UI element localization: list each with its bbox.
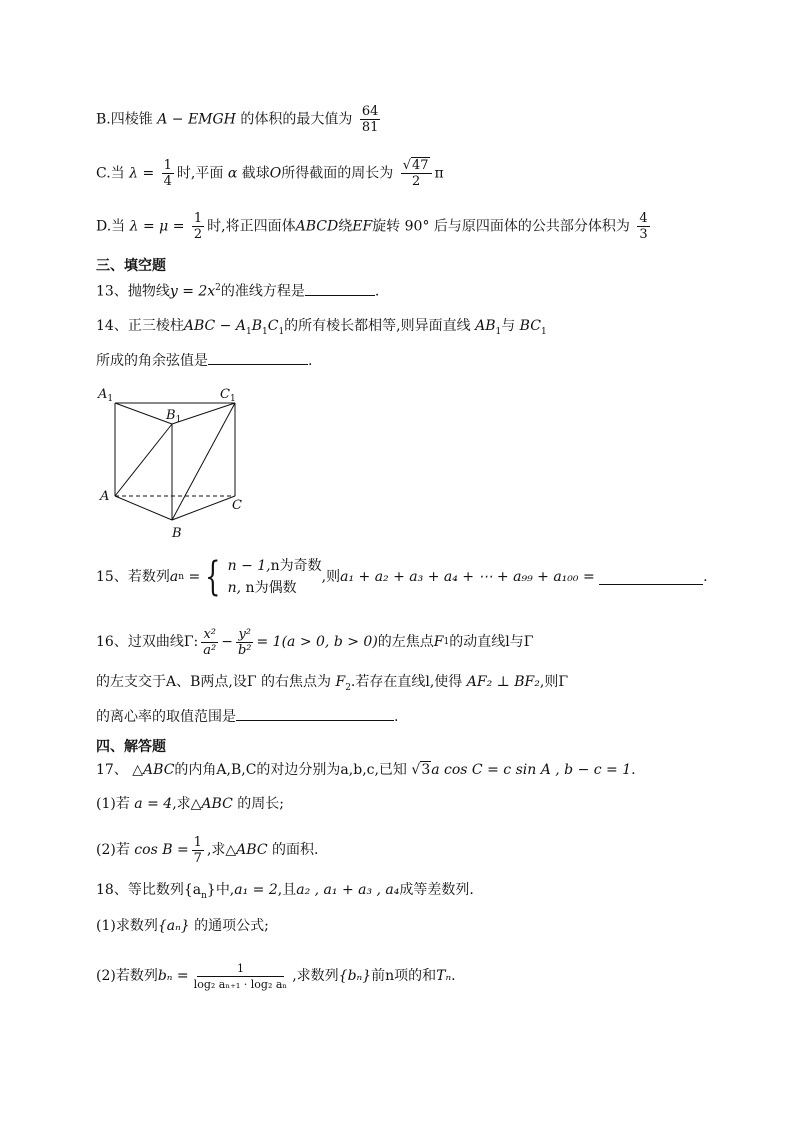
q16-answer-blank[interactable] <box>236 706 394 721</box>
q14-bc: BC <box>519 318 541 334</box>
q15-answer-blank[interactable] <box>599 570 703 585</box>
frac-num: √47 <box>401 158 432 174</box>
frac-den: 7 <box>193 850 202 866</box>
q16-mid2: 的动直线l与Γ <box>449 634 534 650</box>
q17-mid: 的内角A,B,C的对边分别为a,b,c,已知 <box>174 762 407 778</box>
label-b: B <box>172 526 182 541</box>
option-c-text1: 时,平面 <box>176 165 224 182</box>
edge-a1b1 <box>115 403 172 424</box>
q16-frac-y <box>236 627 254 658</box>
frac-num: 1 <box>197 961 284 977</box>
q16-mid: 的左焦点 <box>377 634 434 650</box>
q13-prefix: 13、抛物线 <box>96 283 170 300</box>
brace: { <box>205 554 221 600</box>
seq-open: {a <box>183 882 202 898</box>
label-a1: $A_1$ <box>98 387 114 404</box>
q18-p2-tail: 前n项的和 <box>371 968 437 984</box>
frac-den: b² <box>237 642 252 658</box>
degrees: 90° <box>404 218 430 235</box>
q14-answer-blank[interactable] <box>208 350 308 365</box>
question-16-line3 <box>96 706 398 727</box>
q18-bn: bₙ = <box>157 968 189 984</box>
label-c: C <box>232 498 242 513</box>
label-b1: $B_1$ <box>166 408 182 425</box>
frac-den: 81 <box>361 120 379 135</box>
q14-mid: 的所有棱长都相等,则异面直线 <box>284 318 471 334</box>
sub: 1 <box>495 326 502 337</box>
lambda-mu-eq: λ = μ = <box>129 218 185 235</box>
section-4-title: 四、解答题 <box>96 739 166 755</box>
frac-den: a² <box>203 642 217 658</box>
q16-perp: AF₂ ⊥ BF₂ <box>466 674 540 690</box>
q13-expr: y = 2x <box>169 283 216 300</box>
q16-prefix: 16、过双曲线Γ: <box>96 634 199 650</box>
q18-fraction <box>192 961 290 992</box>
option-b-text: 的体积的最大值为 <box>240 111 353 128</box>
q14-prefix: 14、正三棱柱 <box>96 318 184 334</box>
label-a: A <box>100 489 110 504</box>
q17-p2-tail: 的面积. <box>272 842 319 858</box>
option-b-fraction <box>360 104 381 135</box>
q15-end: . <box>703 569 708 585</box>
case-odd <box>228 555 322 577</box>
q15-eq: = <box>188 569 201 585</box>
question-17: 17、 △ABC的内角A,B,C的对边分别为a,b,c,已知 √3a cos C = c sin A , b − c = 1. <box>96 762 636 778</box>
sub: 1 <box>245 326 252 337</box>
q17-p1-tri: △ABC <box>190 796 233 812</box>
q14-ab: AB <box>475 318 496 334</box>
question-17-part1 <box>96 794 284 814</box>
frac-num: 64 <box>361 104 379 119</box>
option-d-fraction <box>192 211 204 242</box>
case-odd-expr: n − 1, <box>227 558 271 574</box>
cases-list <box>228 555 322 599</box>
option-d-prefix: D.当 <box>96 218 126 235</box>
option-c-fraction <box>162 158 174 189</box>
q15-cases <box>200 555 322 599</box>
question-14-line2 <box>96 350 312 371</box>
frac-den: 2 <box>411 174 421 189</box>
pi: π <box>434 165 444 182</box>
q17-tri: △ABC <box>132 762 175 778</box>
option-d-text1: 时,将正四面体 <box>207 218 296 235</box>
q17-p1-tail: 的周长; <box>237 796 284 812</box>
q17-p1-ask: ,求 <box>172 796 191 812</box>
question-18-part1 <box>96 916 269 936</box>
q14-b: B <box>251 318 262 334</box>
q17-p2-ask: ,求 <box>206 842 226 858</box>
lambda-eq: λ = <box>129 165 155 182</box>
frac-num: x² <box>203 626 216 642</box>
q17-p2-expr: cos B = <box>134 842 189 858</box>
sqrt <box>411 158 430 173</box>
seq-close: } <box>206 882 216 898</box>
q14-expr: ABC − A <box>183 318 246 334</box>
option-d <box>96 211 653 242</box>
q17-p2-tri: △ABC <box>225 842 268 858</box>
question-18 <box>96 880 474 906</box>
option-c-result <box>401 158 432 189</box>
option-c-text3: 所得截面的周长为 <box>281 165 394 182</box>
tetra-abcd: ABCD <box>295 218 339 235</box>
question-18-part2 <box>96 958 456 994</box>
q15-prefix: 15、若数列 <box>96 569 170 585</box>
q18-terms: a₂ , a₁ + a₃ , a₄ <box>296 882 400 898</box>
option-d-rot: 绕 <box>338 218 353 235</box>
edge-ab <box>115 496 172 520</box>
q18-prefix: 18、等比数列 <box>96 882 184 898</box>
option-d-result <box>637 211 649 242</box>
case-odd-text: n为奇数 <box>270 558 322 574</box>
q17-p2-prefix: (2)若 <box>96 842 130 858</box>
sub: 1 <box>261 326 268 337</box>
q18-a1: a₁ = 2 <box>234 882 278 898</box>
question-17-part2 <box>96 834 318 866</box>
prism-figure <box>96 382 256 542</box>
q18-mid: 中, <box>215 882 235 898</box>
q13-answer-blank[interactable] <box>305 281 375 296</box>
q13-exp: 2 <box>215 283 221 293</box>
sub: n <box>178 572 184 582</box>
option-b-expr: A − EMGH <box>157 111 236 128</box>
sub: 1 <box>540 326 547 337</box>
q13-end: . <box>374 283 380 300</box>
case-even-expr: n, <box>227 580 242 596</box>
q17-p1-prefix: (1)若 <box>96 796 130 812</box>
frac-den: 2 <box>193 227 203 242</box>
sqrt <box>420 760 431 780</box>
q18-tail: 成等差数列. <box>399 882 474 898</box>
question-13 <box>96 278 379 302</box>
question-14 <box>96 316 547 342</box>
q14-and: 与 <box>501 318 516 334</box>
q18-p1-tail: 的通项公式; <box>194 918 269 934</box>
frac-den: log₂ aₙ₊₁ · log₂ aₙ <box>193 977 288 991</box>
option-d-text3: 后与原四面体的公共部分体积为 <box>433 218 630 235</box>
q18-end: . <box>451 968 456 984</box>
focus-f2: F <box>335 674 346 690</box>
label-c1: $C_1$ <box>220 387 236 404</box>
q18-tn: Tₙ <box>436 968 452 984</box>
q14-end: . <box>308 353 313 369</box>
sub: 2 <box>345 682 351 693</box>
sub: 1 <box>278 326 285 337</box>
q18-p2-prefix: (2)若数列 <box>96 968 158 984</box>
q16-end: . <box>394 709 399 725</box>
q16-line2a: 的左支交于A、B两点,设Γ 的右焦点为 <box>96 674 332 690</box>
option-d-text2: 旋转 <box>372 218 401 235</box>
section-3-title: 三、填空题 <box>96 258 166 274</box>
q16-line2c: ,则Γ <box>539 674 569 690</box>
frac-num: 1 <box>193 211 203 226</box>
q17-fraction <box>192 835 204 866</box>
frac-num: 1 <box>193 834 202 850</box>
q16-frac-x <box>201 627 218 658</box>
option-c-prefix: C.当 <box>96 165 125 182</box>
q18-p2-ask: ,求数列 <box>292 968 339 984</box>
frac-num: y² <box>238 626 251 642</box>
question-16-line2 <box>96 672 568 698</box>
case-even <box>228 577 322 599</box>
q17-prefix: 17、 <box>96 762 128 778</box>
segment-ab1 <box>115 424 172 496</box>
alpha: α <box>227 165 238 182</box>
sphere-o: O <box>269 165 282 182</box>
sub: n <box>201 890 207 901</box>
frac-num: 1 <box>163 158 172 173</box>
q15-mid: ,则 <box>321 569 341 585</box>
q14-c: C <box>267 318 279 334</box>
option-b <box>96 104 383 135</box>
q14-line2: 所成的角余弦值是 <box>96 353 208 369</box>
q15-a: a <box>169 569 179 585</box>
option-c-text2: 截球 <box>241 165 270 182</box>
q13-tail: 的准线方程是 <box>220 283 305 300</box>
focus-f1: F <box>433 634 444 650</box>
q17-cond: a cos C = c sin A , b − c = 1 <box>431 762 632 778</box>
q18-p1-prefix: (1)求数列 <box>96 918 158 934</box>
frac-den: 4 <box>163 174 172 189</box>
q16-line2b: .若存在直线l,使得 <box>350 674 463 690</box>
q16-cond: = 1(a > 0, b > 0) <box>256 634 378 650</box>
q18-mid2: ,且 <box>277 882 297 898</box>
frac-den: 3 <box>639 227 648 242</box>
q18-seq <box>183 882 216 901</box>
case-even-text: n为偶数 <box>245 580 297 596</box>
frac-num: 4 <box>639 211 648 226</box>
edge-ef: EF <box>352 218 373 235</box>
sub: 1 <box>443 637 450 647</box>
edge-bc <box>172 496 235 520</box>
option-c <box>96 158 444 189</box>
option-b-prefix: B.四棱锥 <box>96 111 153 128</box>
q16-line3: 的离心率的取值范围是 <box>96 709 236 725</box>
minus: − <box>221 634 233 650</box>
question-16 <box>96 622 533 662</box>
radicand: 3 <box>421 762 431 778</box>
q18-p1-seq: {aₙ} <box>157 918 190 934</box>
question-15 <box>96 555 708 599</box>
q18-p2-seq: {bₙ} <box>338 968 372 984</box>
radicand: 47 <box>411 158 429 173</box>
q15-sum: a₁ + a₂ + a₃ + a₄ + ⋯ + a₉₉ + a₁₀₀ = <box>340 569 595 585</box>
q17-p1-expr: a = 4 <box>134 796 173 812</box>
